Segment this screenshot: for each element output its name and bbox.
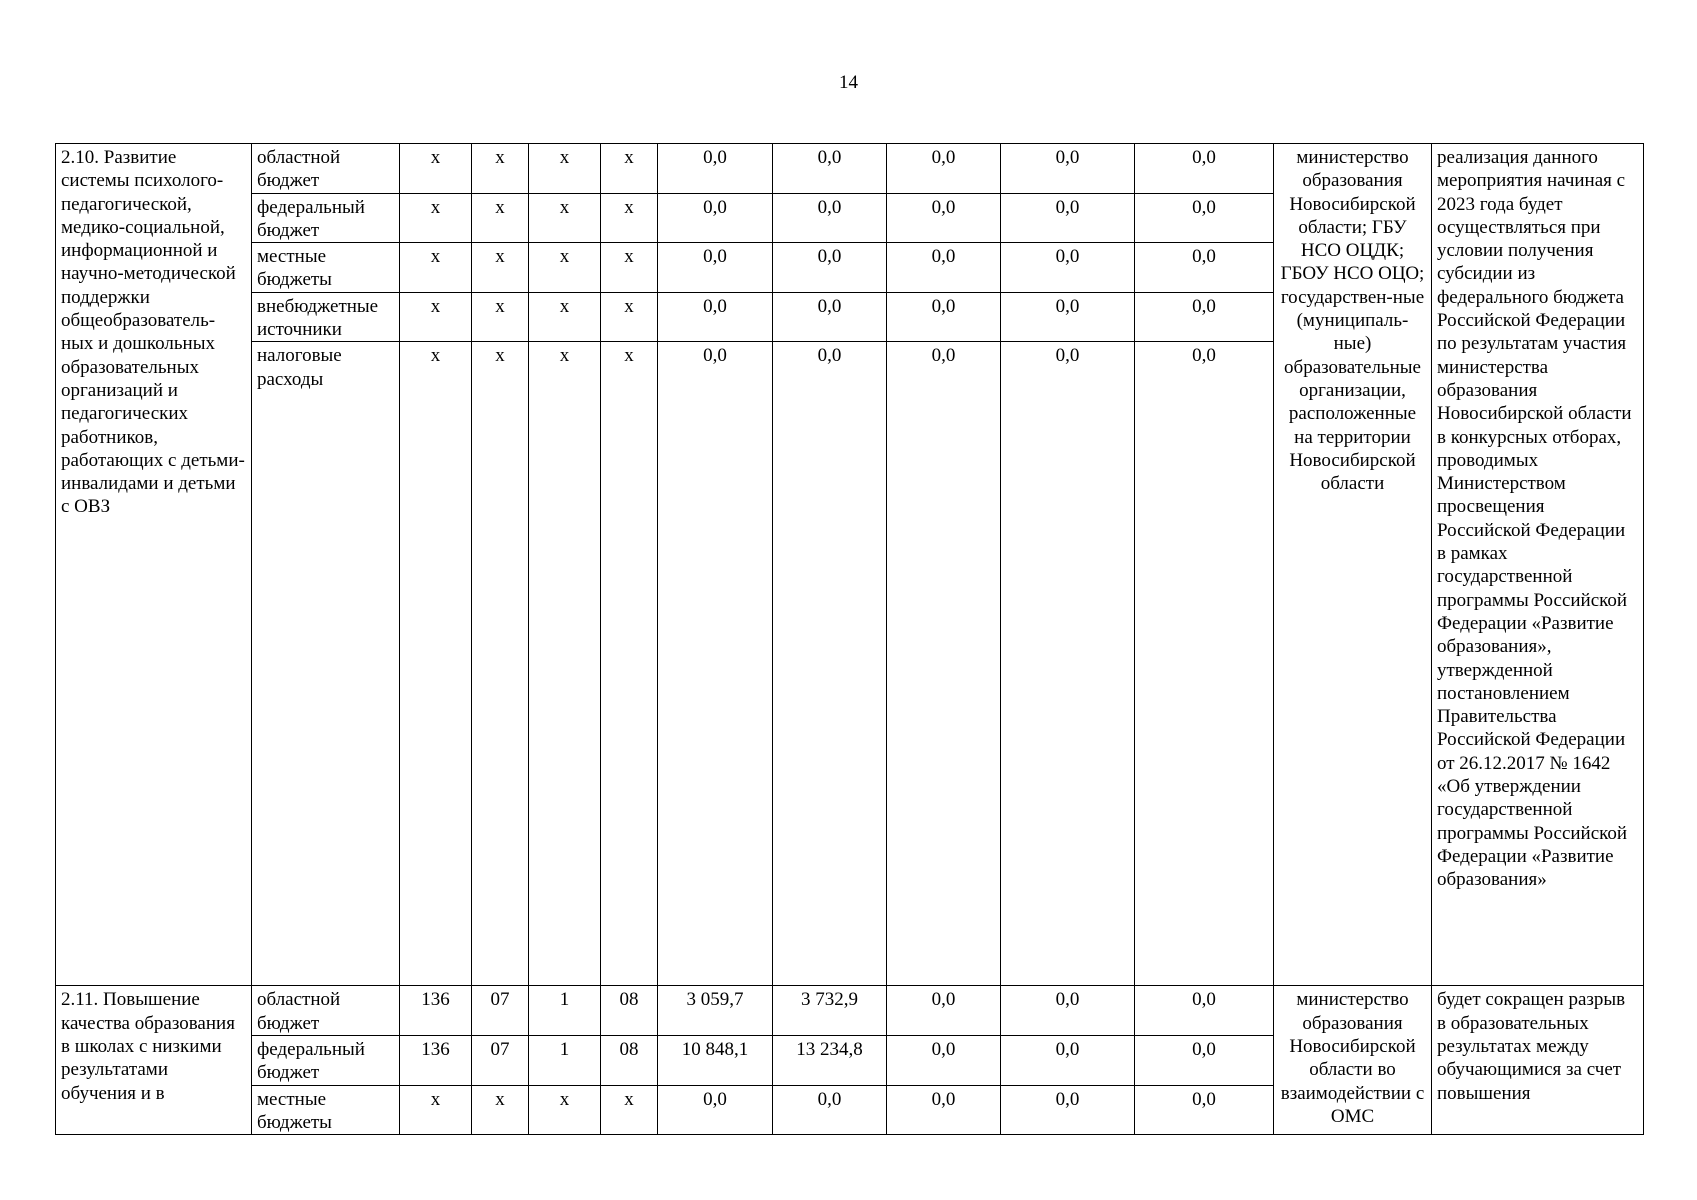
measure-name-cell: 2.11. Повышение качества образования в школах с низкими результатами обучения и в bbox=[56, 986, 252, 1135]
budget-code-cell: х bbox=[472, 1085, 529, 1135]
amount-cell: 0,0 bbox=[773, 243, 887, 293]
funding-source-cell: местные бюджеты bbox=[252, 243, 400, 293]
amount-cell: 13 234,8 bbox=[773, 1035, 887, 1085]
amount-cell: 10 848,1 bbox=[658, 1035, 773, 1085]
amount-cell: 0,0 bbox=[1001, 292, 1135, 342]
budget-code-cell: 08 bbox=[601, 986, 658, 1036]
budget-code-cell: х bbox=[472, 292, 529, 342]
budget-code-cell: х bbox=[400, 1085, 472, 1135]
funding-source-cell: федеральный бюджет bbox=[252, 1035, 400, 1085]
budget-code-cell: х bbox=[529, 243, 601, 293]
budget-code-cell: х bbox=[529, 342, 601, 986]
amount-cell: 0,0 bbox=[887, 986, 1001, 1036]
expected-result-cell: реализация данного мероприятия начиная с 2023 года будет осуществляться при условии получения субсидии из федерального бюджета Российской Федерации по результатам участия министерства образования Новосибирской области в конкурсных отборах, проводимых Министерством просвещения Российской Федерации в рамках государственной программы Российской Федерации «Развитие образования», утвержденной постановлением Правительства Российской Федерации от 26.12.2017 № 1642 «Об утверждении государственной программы Российской Федерации «Развитие образования» bbox=[1432, 144, 1644, 986]
amount-cell: 0,0 bbox=[773, 1085, 887, 1135]
budget-code-cell: 1 bbox=[529, 1035, 601, 1085]
amount-cell: 0,0 bbox=[1135, 1085, 1274, 1135]
financing-table bbox=[55, 143, 1644, 1135]
funding-source-cell: внебюджетные источники bbox=[252, 292, 400, 342]
budget-code-cell: х bbox=[400, 292, 472, 342]
amount-cell: 0,0 bbox=[887, 1035, 1001, 1085]
amount-cell: 0,0 bbox=[658, 292, 773, 342]
budget-code-cell: х bbox=[529, 292, 601, 342]
amount-cell: 0,0 bbox=[658, 1085, 773, 1135]
amount-cell: 0,0 bbox=[773, 144, 887, 194]
budget-code-cell: х bbox=[400, 342, 472, 986]
amount-cell: 0,0 bbox=[1135, 986, 1274, 1036]
funding-source-cell: областной бюджет bbox=[252, 144, 400, 194]
table-body bbox=[56, 144, 1644, 1135]
amount-cell: 0,0 bbox=[773, 292, 887, 342]
amount-cell: 0,0 bbox=[887, 243, 1001, 293]
amount-cell: 0,0 bbox=[658, 243, 773, 293]
budget-code-cell: х bbox=[601, 1085, 658, 1135]
amount-cell: 0,0 bbox=[887, 144, 1001, 194]
budget-code-cell: х bbox=[400, 193, 472, 243]
budget-code-cell: 136 bbox=[400, 986, 472, 1036]
budget-code-cell: 136 bbox=[400, 1035, 472, 1085]
amount-cell: 0,0 bbox=[1001, 1035, 1135, 1085]
amount-cell: 0,0 bbox=[773, 193, 887, 243]
amount-cell: 0,0 bbox=[1001, 1085, 1135, 1135]
budget-code-cell: х bbox=[529, 1085, 601, 1135]
budget-code-cell: х bbox=[601, 342, 658, 986]
budget-code-cell: х bbox=[601, 193, 658, 243]
page-number: 14 bbox=[839, 72, 858, 93]
amount-cell: 0,0 bbox=[1135, 144, 1274, 194]
amount-cell: 0,0 bbox=[1135, 342, 1274, 986]
amount-cell: 0,0 bbox=[773, 342, 887, 986]
amount-cell: 0,0 bbox=[887, 193, 1001, 243]
amount-cell: 3 059,7 bbox=[658, 986, 773, 1036]
amount-cell: 0,0 bbox=[887, 342, 1001, 986]
budget-code-cell: х bbox=[601, 292, 658, 342]
amount-cell: 0,0 bbox=[1001, 986, 1135, 1036]
expected-result-cell: будет сокращен разрыв в образовательных результатах между обучающимися за счет повышения bbox=[1432, 986, 1644, 1135]
funding-source-cell: федеральный бюджет bbox=[252, 193, 400, 243]
budget-code-cell: х bbox=[601, 144, 658, 194]
executor-cell: министерство образования Новосибирской области; ГБУ НСО ОЦДК; ГБОУ НСО ОЦО; государствен-ные (муниципаль-ные) образовательные организации, расположенные на территории Новосибирской области bbox=[1274, 144, 1432, 986]
funding-source-cell: налоговые расходы bbox=[252, 342, 400, 986]
amount-cell: 0,0 bbox=[1001, 342, 1135, 986]
budget-code-cell: 08 bbox=[601, 1035, 658, 1085]
amount-cell: 0,0 bbox=[1001, 243, 1135, 293]
amount-cell: 0,0 bbox=[887, 1085, 1001, 1135]
budget-code-cell: х bbox=[529, 193, 601, 243]
budget-code-cell: 07 bbox=[472, 986, 529, 1036]
budget-code-cell: 07 bbox=[472, 1035, 529, 1085]
amount-cell: 3 732,9 bbox=[773, 986, 887, 1036]
amount-cell: 0,0 bbox=[658, 193, 773, 243]
budget-code-cell: х bbox=[601, 243, 658, 293]
amount-cell: 0,0 bbox=[1001, 144, 1135, 194]
table-row bbox=[56, 144, 1644, 194]
budget-code-cell: х bbox=[472, 243, 529, 293]
amount-cell: 0,0 bbox=[1001, 193, 1135, 243]
amount-cell: 0,0 bbox=[1135, 1035, 1274, 1085]
budget-code-cell: 1 bbox=[529, 986, 601, 1036]
executor-cell: министерство образования Новосибирской области во взаимодействии с ОМС bbox=[1274, 986, 1432, 1135]
amount-cell: 0,0 bbox=[658, 342, 773, 986]
funding-source-cell: областной бюджет bbox=[252, 986, 400, 1036]
budget-code-cell: х bbox=[472, 193, 529, 243]
budget-code-cell: х bbox=[529, 144, 601, 194]
amount-cell: 0,0 bbox=[1135, 243, 1274, 293]
funding-source-cell: местные бюджеты bbox=[252, 1085, 400, 1135]
amount-cell: 0,0 bbox=[658, 144, 773, 194]
amount-cell: 0,0 bbox=[887, 292, 1001, 342]
budget-code-cell: х bbox=[400, 243, 472, 293]
measure-name-cell: 2.10. Развитие системы психолого-педагогической, медико-социальной, информационной и научно-методической поддержки общеобразователь-ных и дошкольных образовательных организаций и педагогических работников, работающих с детьми-инвалидами и детьми с ОВЗ bbox=[56, 144, 252, 986]
amount-cell: 0,0 bbox=[1135, 292, 1274, 342]
budget-code-cell: х bbox=[400, 144, 472, 194]
amount-cell: 0,0 bbox=[1135, 193, 1274, 243]
budget-code-cell: х bbox=[472, 342, 529, 986]
budget-code-cell: х bbox=[472, 144, 529, 194]
table-row bbox=[56, 986, 1644, 1036]
